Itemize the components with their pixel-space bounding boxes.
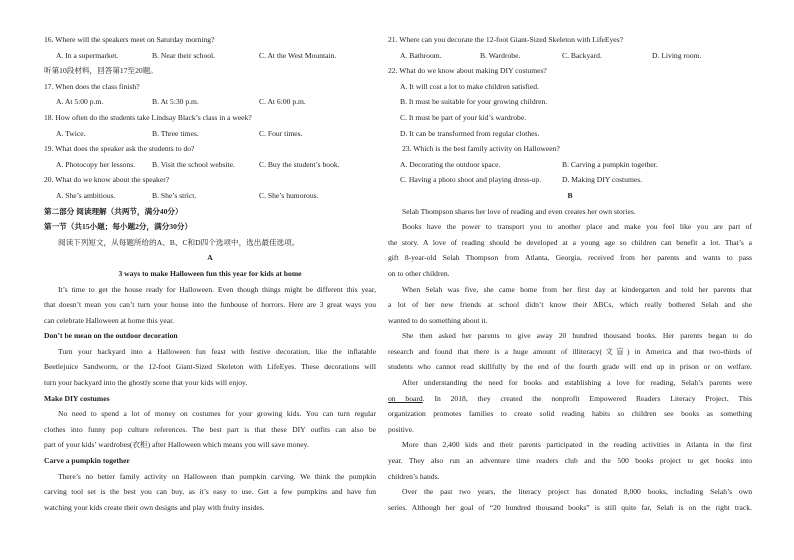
paragraph-line: turn your backyard into the ghostly scene that your kids will enjoy. xyxy=(44,378,248,388)
reading-instruction: 阅读下列短文，从每题所给的A、B、C和D四个选项中，选出最佳选项。 xyxy=(58,237,300,247)
paragraph-line: She then asked her parents to give away 20 hundred thousand books. Her parents began to do xyxy=(402,331,752,341)
question-16-options xyxy=(44,48,376,64)
option-c: C. Having a photo shoot and playing dress-up. xyxy=(400,175,542,185)
passage-a-title: 3 ways to make Halloween fun this year for kids at home xyxy=(118,268,302,278)
option-b: B. Wardrobe. xyxy=(480,50,521,60)
paragraph-line-rest: . In 2018, they created the nonprofit Empowered Readers Literacy Project. This xyxy=(422,393,752,403)
option-c: C. Backyard. xyxy=(562,50,602,60)
option-b: B. It must be suitable for your growing children. xyxy=(400,97,548,107)
paragraph-line: can celebrate Halloween at home this year. xyxy=(44,315,175,325)
option-c: C. Buy the student’s book. xyxy=(259,159,340,169)
subheading-carve-pumpkin: Carve a pumpkin together xyxy=(44,456,130,466)
question-16: 16. Where will the speakers meet on Saturday morning? xyxy=(44,35,215,44)
section-1-heading: 第一节（共15小题；每小题2分，满分30分） xyxy=(44,222,193,232)
paragraph-line: research and found that there is a huge amount of illiteracy(文盲) in America and that two-thirds of xyxy=(388,346,752,356)
option-b: B. At 5:30 p.m. xyxy=(152,97,199,107)
passage-a-label: A xyxy=(207,253,213,263)
question-17: 17. When does the class finish? xyxy=(44,81,140,91)
option-c: C. She’s humorous. xyxy=(259,190,319,200)
option-a: A. At 5:00 p.m. xyxy=(56,97,104,107)
paragraph-line: series. Although her goal of “20 hundred thousand books” is still quite far, Selah is on the right track. xyxy=(388,502,752,512)
option-d: D. Making DIY costumes. xyxy=(562,175,643,185)
question-19: 19. What does the speaker ask the students to do? xyxy=(44,144,195,154)
paragraph-line: When Selah was five, she came home from her first day at kindergarten and told her parents that xyxy=(402,284,752,294)
paragraph-line: year. They also run an adventure time readers club and the 500 books project to get books into xyxy=(388,456,752,466)
subheading-outdoor-decoration: Don’t be mean on the outdoor decoration xyxy=(44,331,178,341)
question-21-options xyxy=(388,48,752,64)
part-2-heading: 第二部分 阅读理解（共两节，满分40分） xyxy=(44,206,183,216)
paragraph-line: organization promotes families to create solid reading habits so children see books as something xyxy=(388,409,752,419)
paragraph-line: Beetlejuice Sandworm, or the 12-foot Giant-Sized Skeleton with LifeEyes. These decorations will xyxy=(44,362,376,372)
option-c: C. It must be part of your kid’s wardrobe. xyxy=(400,112,527,122)
paragraph-line: gift 8-year-old Selah Thompson from Atlanta, Georgia, received from her parents and wants to pass xyxy=(388,253,752,263)
paragraph-line: students who cannot read skillfully by the end of the fourth grade will end up in prison or on welfare. xyxy=(388,362,752,372)
passage-b-label: B xyxy=(567,190,573,200)
paragraph-line: Books have the power to transport you to another place and make you feel like you are part of xyxy=(402,222,752,232)
paragraph-line: No need to spend a lot of money on costumes for your growing kids. You can turn regular xyxy=(58,409,376,419)
question-18-options xyxy=(44,126,376,142)
left-column xyxy=(44,32,376,515)
option-a: A. She’s ambitious. xyxy=(56,190,116,200)
paragraph-line: part of your kids’ wardrobes(衣柜) after Halloween which means you will save money. xyxy=(44,440,309,450)
question-20-options xyxy=(44,188,376,204)
option-d: D. Living room. xyxy=(652,50,702,60)
question-19-options xyxy=(44,157,376,173)
option-c: C. At 6:00 p.m. xyxy=(259,97,306,107)
option-b: B. Three times. xyxy=(152,128,199,138)
question-23-options-row-2 xyxy=(388,172,752,188)
option-a: A. Photocopy her lessons. xyxy=(56,159,136,169)
option-a: A. Decorating the outdoor space. xyxy=(400,159,501,169)
option-b: B. Carving a pumpkin together. xyxy=(562,159,658,169)
option-c: C. Four times. xyxy=(259,128,303,138)
option-c: C. At the West Mountain. xyxy=(259,50,337,60)
option-b: B. She’s strict. xyxy=(152,190,197,200)
paragraph-line: on to other children. xyxy=(388,268,450,278)
question-18: 18. How often do the students take Lindsay Black’s class in a week? xyxy=(44,112,252,122)
paragraph-line: It’s time to get the house ready for Halloween. Even though things might be different this year, xyxy=(58,284,376,294)
question-20: 20. What do we know about the speaker? xyxy=(44,175,170,185)
question-22: 22. What do we know about making DIY costumes? xyxy=(388,66,547,76)
paragraph-line: After understanding the need for books and establishing a love for reading, Selah’s parents were xyxy=(402,378,752,388)
paragraph-line: carving tool set is the best you can buy, as it’s easy to use. Get a few pumpkins and have fun xyxy=(44,487,376,497)
paragraph-line: positive. xyxy=(388,424,414,434)
question-21: 21. Where can you decorate the 12-foot Giant-Sized Skeleton with LifeEyes? xyxy=(388,35,623,44)
paragraph-line: a lot of her new friends at school didn’t know their ABCs, which really bothered Selah and she xyxy=(388,300,752,310)
right-column xyxy=(388,32,752,515)
paragraph-line: clothes into funny pop culture references. The best part is that these DIY outfits can also be xyxy=(44,424,376,434)
question-23-options-row-1 xyxy=(388,157,752,173)
paragraph-line: watching your kids create their own designs and play with fruity insides. xyxy=(44,502,265,512)
passage-b-intro: Selah Thompson shares her love of reading and even creates her own stories. xyxy=(402,206,636,216)
option-b: B. Near their school. xyxy=(152,50,216,60)
paragraph-line: the story. A love of reading should be developed at a young age so children can benefit a lot. That’s a xyxy=(388,237,752,247)
subheading-diy-costumes: Make DIY costumes xyxy=(44,393,110,403)
paragraph-line: Turn your backyard into a Halloween fun feast with festive decoration, like the inflatable xyxy=(58,346,376,356)
paragraph-line xyxy=(388,391,752,407)
paragraph-line: wanted to do something about it. xyxy=(388,315,488,325)
paragraph-line: More than 2,400 kids and their parents participated in the reading activities in Atlanta in the first xyxy=(402,440,752,450)
option-d: D. It can be transformed from regular clothes. xyxy=(400,128,540,138)
instruction-17-20: 听第10段材料，回答第17至20题。 xyxy=(44,66,158,76)
option-a: A. Bathroom. xyxy=(400,50,442,60)
option-a: A. In a supermarket. xyxy=(56,50,119,60)
option-a: A. Twice. xyxy=(56,128,86,138)
option-b: B. Visit the school website. xyxy=(152,159,235,169)
question-17-options xyxy=(44,94,376,110)
option-a: A. It will cost a lot to make children satisfied. xyxy=(400,81,539,91)
paragraph-line: that doesn’t mean you can’t turn your house into the funhouse of horrors. Here are 3 great ways you xyxy=(44,300,376,310)
paragraph-line: Over the past two years, the literacy project has donated 8,000 books, including Selah’s own xyxy=(402,487,752,497)
underlined-phrase: on board xyxy=(388,393,423,403)
question-23: 23. Which is the best family activity on Halloween? xyxy=(402,144,560,154)
paragraph-line: children’s hands. xyxy=(388,471,440,481)
paragraph-line: There’s no better family activity on Halloween than pumpkin carving. We think the pumpkin xyxy=(58,471,376,481)
